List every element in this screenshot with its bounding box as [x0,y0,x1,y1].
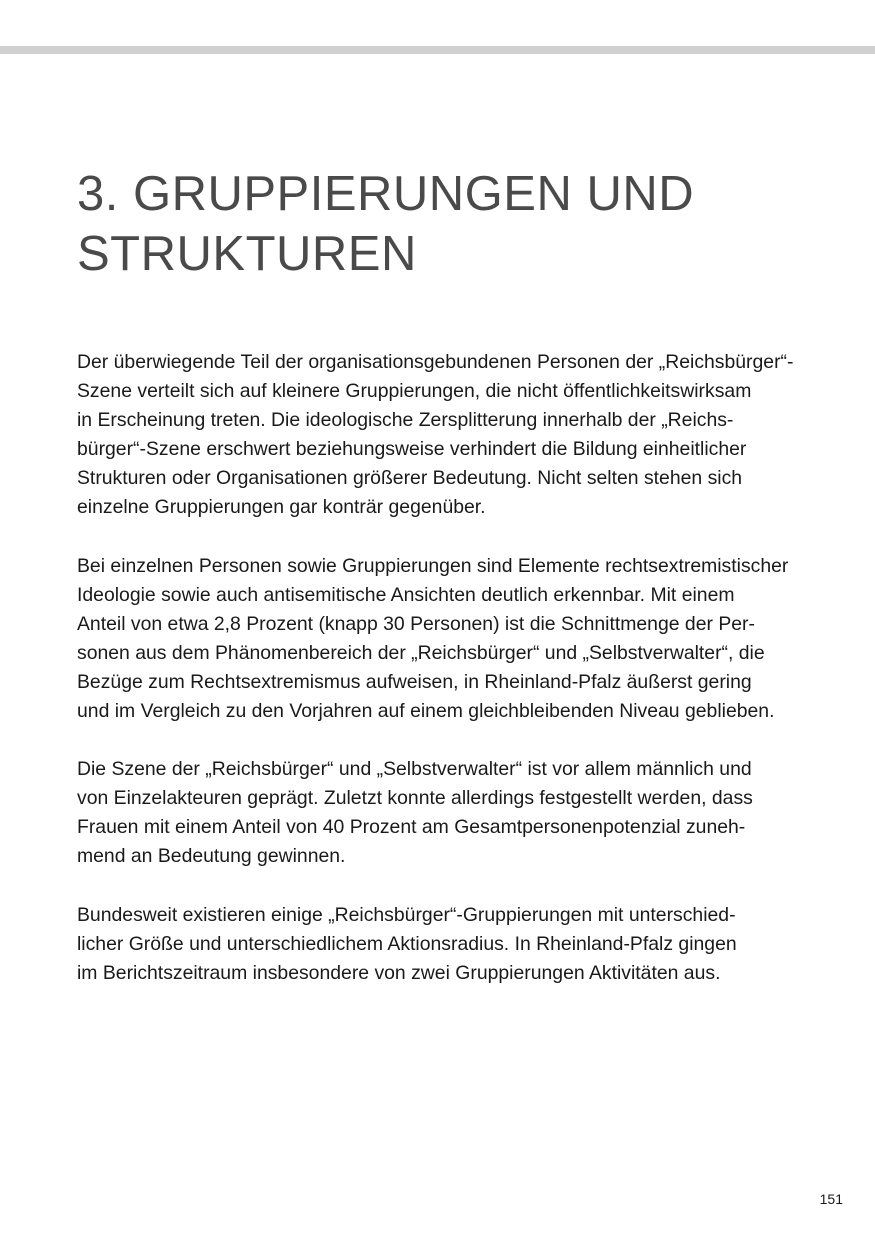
text-line: Die Szene der „Reichsbürger“ und „Selbstverwalter“ ist vor allem männlich und [77,758,752,781]
text-line: im Berichtszeitraum insbesondere von zwei Gruppierungen Aktivitäten aus. [77,961,721,984]
header-rule [0,46,875,54]
text-line: Bei einzelnen Personen sowie Gruppierungen sind Elemente rechtsextremistischer [77,554,789,577]
section-title-line: STRUKTUREN [77,227,417,281]
text-line: bürger“-Szene erschwert beziehungsweise verhindert die Bildung einheitlicher [77,438,747,461]
text-line: von Einzelakteuren geprägt. Zuletzt konnte allerdings festgestellt werden, dass [77,787,753,810]
text-line: und im Vergleich zu den Vorjahren auf einem gleichbleibenden Niveau geblieben. [77,700,775,723]
paragraph-organisation [77,348,807,523]
text-line: Der überwiegende Teil der organisationsgebundenen Personen der „Reichsbürger“- [77,351,794,373]
text-line: Anteil von etwa 2,8 Prozent (knapp 30 Personen) ist die Schnittmenge der Per- [77,612,755,635]
paragraph-demographics [77,755,807,871]
text-line: mend an Bedeutung gewinnen. [77,845,346,868]
text-line: einzelne Gruppierungen gar konträr gegenüber. [77,496,486,519]
text-line: licher Größe und unterschiedlichem Aktionsradius. In Rheinland-Pfalz gingen [77,932,737,955]
page-number: 151 [819,1191,843,1207]
text-line: in Erscheinung treten. Die ideologische Zersplitterung innerhalb der „Reichs- [77,409,734,432]
paragraph-groups [77,901,807,988]
text-line: Szene verteilt sich auf kleinere Gruppierungen, die nicht öffentlichkeitswirksam [77,380,752,403]
text-line: Strukturen oder Organisationen größerer Bedeutung. Nicht selten stehen sich [77,467,743,490]
text-line: sonen aus dem Phänomenbereich der „Reichsbürger“ und „Selbstverwalter“, die [77,641,765,664]
text-line: Ideologie sowie auch antisemitische Ansichten deutlich erkennbar. Mit einem [77,583,735,606]
section-title [77,164,837,284]
paragraph-ideology [77,552,807,727]
text-line: Frauen mit einem Anteil von 40 Prozent am Gesamtpersonenpotenzial zuneh- [77,816,746,839]
text-line: Bundesweit existieren einige „Reichsbürger“-Gruppierungen mit unterschied- [77,903,736,926]
section-title-line: 3. GRUPPIERUNGEN UND [77,167,695,221]
text-line: Bezüge zum Rechtsextremismus aufweisen, in Rheinland-Pfalz äußerst gering [77,670,752,693]
body-text [77,348,807,1017]
